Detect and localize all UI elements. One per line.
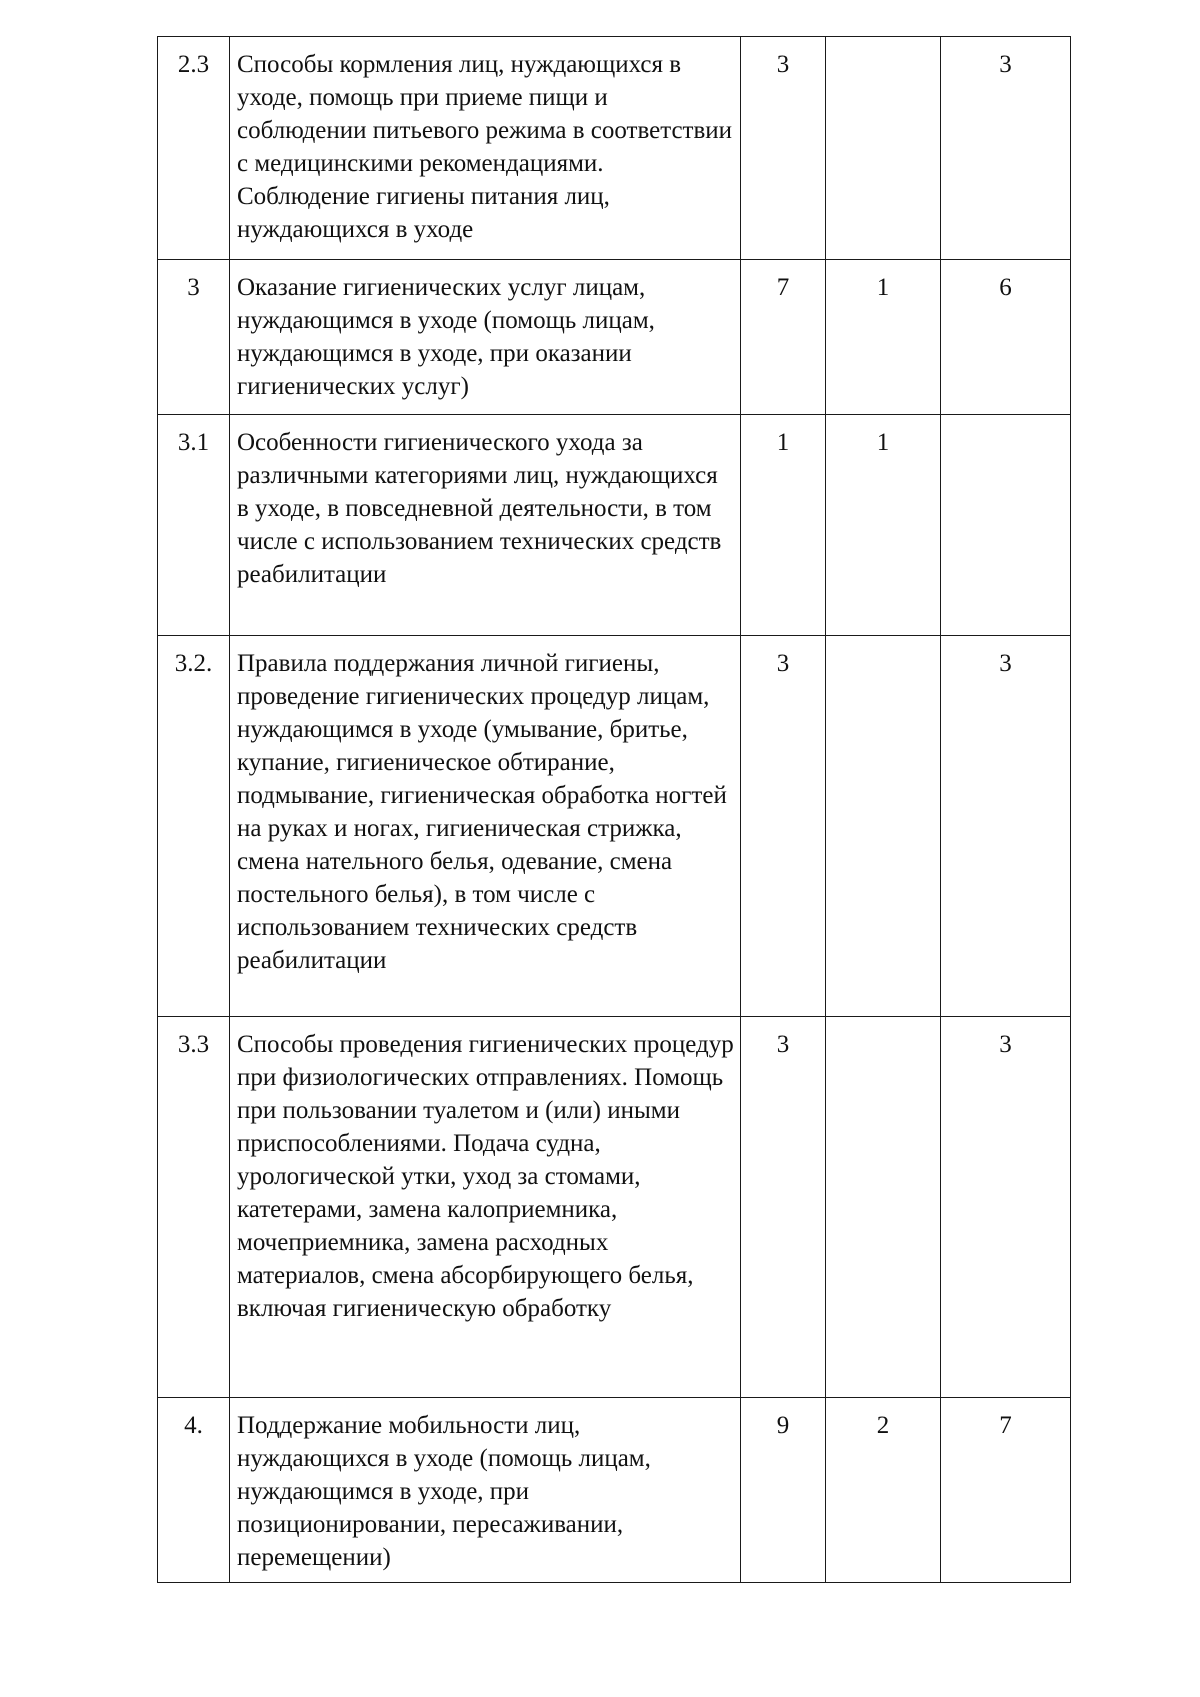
curriculum-table	[157, 36, 1071, 1583]
hours-theory	[826, 37, 941, 260]
table-row	[158, 636, 1071, 1017]
hours-practice: 7	[941, 1398, 1071, 1583]
hours-practice	[941, 415, 1071, 636]
hours-total: 1	[741, 415, 826, 636]
hours-total: 3	[741, 37, 826, 260]
section-description: Способы кормления лиц, нуждающихся в уходе, помощь при приеме пищи и соблюдении питьевого режима в соответствии с медицинскими рекомендациями. Соблюдение гигиены питания лиц, нуждающихся в уходе	[230, 37, 741, 260]
section-number: 4.	[158, 1398, 230, 1583]
hours-total: 7	[741, 260, 826, 415]
hours-total: 3	[741, 636, 826, 1017]
hours-practice: 3	[941, 636, 1071, 1017]
hours-practice: 3	[941, 37, 1071, 260]
hours-theory	[826, 1017, 941, 1398]
section-description: Способы проведения гигиенических процедур при физиологических отправлениях. Помощь при пользовании туалетом и (или) иными приспособлениями. Подача судна, урологической утки, уход за стомами, катетерами, замена калоприемника, мочеприемника, замена расходных материалов, смена абсорбирующего белья, включая гигиеническую обработку	[230, 1017, 741, 1398]
table-row	[158, 260, 1071, 415]
table-row	[158, 1398, 1071, 1583]
hours-total: 9	[741, 1398, 826, 1583]
section-description: Правила поддержания личной гигиены, проведение гигиенических процедур лицам, нуждающимся в уходе (умывание, бритье, купание, гигиеническое обтирание, подмывание, гигиеническая обработка ногтей на руках и ногах, гигиеническая стрижка, смена нательного белья, одевание, смена постельного белья), в том числе с использованием технических средств реабилитации	[230, 636, 741, 1017]
section-number: 2.3	[158, 37, 230, 260]
hours-total: 3	[741, 1017, 826, 1398]
section-number: 3.2.	[158, 636, 230, 1017]
section-number: 3.1	[158, 415, 230, 636]
section-description: Оказание гигиенических услуг лицам, нуждающимся в уходе (помощь лицам, нуждающимся в уходе, при оказании гигиенических услуг)	[230, 260, 741, 415]
section-description: Поддержание мобильности лиц, нуждающихся в уходе (помощь лицам, нуждающимся в уходе, при позиционировании, пересаживании, перемещении)	[230, 1398, 741, 1583]
hours-practice: 6	[941, 260, 1071, 415]
table-row	[158, 37, 1071, 260]
table-row	[158, 1017, 1071, 1398]
table-row	[158, 415, 1071, 636]
hours-theory: 2	[826, 1398, 941, 1583]
hours-theory	[826, 636, 941, 1017]
hours-theory: 1	[826, 415, 941, 636]
hours-practice: 3	[941, 1017, 1071, 1398]
hours-theory: 1	[826, 260, 941, 415]
section-number: 3	[158, 260, 230, 415]
section-number: 3.3	[158, 1017, 230, 1398]
section-description: Особенности гигиенического ухода за различными категориями лиц, нуждающихся в уходе, в повседневной деятельности, в том числе с использованием технических средств реабилитации	[230, 415, 741, 636]
